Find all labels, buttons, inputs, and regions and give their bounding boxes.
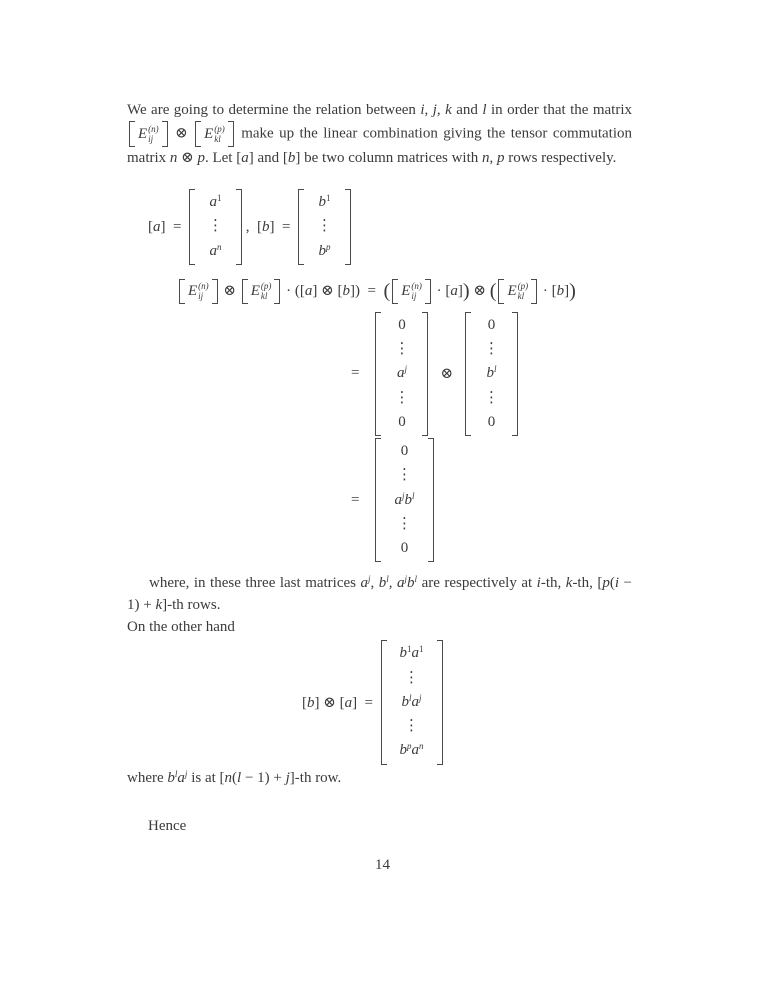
text-run: ] ⊗ [	[314, 695, 345, 712]
text-run: 0	[487, 413, 496, 430]
bracket-right-icon	[345, 189, 351, 265]
matrix-column	[381, 438, 427, 562]
matrix-row	[487, 365, 497, 382]
bracket-right-icon	[531, 279, 537, 304]
paragraph-hence	[127, 815, 632, 837]
page-content	[127, 99, 632, 837]
math-var: l	[482, 102, 487, 118]
text-run: are respectively at	[417, 575, 537, 592]
matrix-row	[209, 194, 221, 211]
math-var: E	[138, 126, 148, 143]
matrix-row	[488, 414, 496, 431]
text-run: ⋮	[396, 515, 412, 532]
math-var: i	[536, 575, 541, 592]
matrix-a-selected	[375, 312, 428, 436]
text-run: 0	[398, 316, 406, 333]
text-run: 0	[400, 443, 409, 460]
bracket-right-icon	[228, 121, 234, 147]
text-run: ⊗	[440, 366, 454, 383]
text-run: where	[127, 769, 168, 786]
equation-final-step	[351, 438, 632, 562]
equation-result-step	[351, 312, 632, 436]
script-stack	[214, 124, 225, 145]
script-stack	[518, 281, 529, 302]
equals-sign	[351, 492, 359, 509]
math-var: a	[396, 365, 405, 382]
superscript: 1	[419, 644, 424, 655]
math-var: b	[401, 693, 410, 710]
bracketed-E-matrix	[179, 279, 218, 304]
text-run: ⋮	[207, 218, 223, 235]
matrix-column	[381, 312, 422, 436]
bracket-right-icon	[425, 279, 431, 304]
text-run: ⋮	[316, 218, 332, 235]
text-run: [	[148, 218, 153, 235]
math-var: E	[507, 283, 517, 300]
math-var: b	[261, 218, 270, 235]
text-run: − 1) +	[241, 769, 286, 786]
text-run: ] ⊗ [	[312, 282, 343, 299]
text-run: · ([	[282, 282, 305, 299]
text-run: ]	[564, 282, 570, 299]
text-run: in order that the matrix	[486, 102, 633, 118]
text-run: -th,	[540, 575, 566, 592]
matrix-a	[189, 189, 242, 265]
text-run: 0	[400, 540, 409, 557]
text-run: ] be two column matrices with	[295, 150, 482, 167]
matrix-row	[484, 341, 499, 358]
text-run: ,	[489, 150, 497, 167]
text-run: ⋮	[484, 389, 500, 406]
text-run: ] =	[352, 695, 381, 712]
superscript: j	[404, 364, 407, 375]
text-run: ]) =	[349, 282, 384, 299]
superscript: (n)	[411, 281, 422, 292]
text-run: =	[351, 365, 360, 382]
superscript: j	[401, 490, 405, 501]
superscript: l	[494, 364, 497, 375]
math-var: b	[167, 769, 175, 786]
math-var: a	[153, 218, 161, 235]
matrix-symbol	[398, 279, 425, 304]
text-run: =	[351, 491, 360, 508]
math-var: k	[565, 575, 573, 592]
math-var: E	[204, 126, 214, 143]
matrix-row	[401, 443, 409, 460]
matrix-row	[400, 742, 424, 759]
math-var: b	[318, 194, 326, 211]
text-run: ,	[370, 575, 379, 592]
script-stack	[148, 124, 159, 145]
superscript: 1	[407, 644, 412, 655]
math-var: a	[411, 742, 420, 759]
superscript: l	[386, 574, 389, 585]
equation-lhs	[302, 693, 381, 712]
subscript: kl	[517, 291, 525, 302]
matrix-row	[401, 540, 409, 557]
matrix-row	[318, 243, 330, 260]
matrix-column	[304, 189, 345, 265]
script-stack	[261, 281, 272, 302]
tensor-product-symbol	[440, 364, 453, 383]
math-var: a	[411, 693, 420, 710]
matrix-row	[317, 218, 332, 235]
page-number: 14	[375, 857, 390, 873]
text-run: (	[232, 769, 238, 786]
matrix-b	[298, 189, 351, 265]
text-run: ⋮	[484, 341, 500, 358]
math-var: b	[399, 742, 408, 759]
math-var: E	[250, 283, 260, 300]
math-var: b	[486, 365, 495, 382]
big-paren: )	[462, 279, 470, 302]
matrix-b-selected	[465, 312, 518, 436]
text-run: ] =	[269, 218, 298, 235]
matrix-symbol	[185, 279, 212, 304]
text-run: -th, [	[572, 575, 603, 592]
math-var: b	[342, 282, 350, 299]
text-run: ⋮	[404, 718, 420, 735]
matrix-column	[387, 640, 437, 764]
subscript: kl	[260, 291, 268, 302]
text-run: ⊗	[169, 125, 194, 142]
text-run: , [	[241, 218, 262, 235]
matrix-row	[209, 243, 221, 260]
matrix-row	[208, 218, 223, 235]
math-var: j	[285, 769, 290, 786]
matrix-symbol	[201, 121, 228, 147]
text-run: where, in these three last matrices	[149, 575, 361, 592]
subscript: kl	[214, 134, 221, 145]
math-var: b	[404, 491, 412, 508]
text-run: ⋮	[394, 389, 410, 406]
matrix-row	[400, 645, 424, 662]
math-var: a	[304, 282, 313, 299]
superscript: (p)	[214, 123, 225, 134]
matrix-ba	[381, 640, 443, 764]
bracket-right-icon	[428, 438, 434, 562]
matrix-symbol	[135, 121, 162, 147]
bracketed-E-matrix	[498, 279, 537, 304]
matrix-symbol	[504, 279, 531, 304]
text-run: · [	[539, 282, 557, 299]
matrix-row	[397, 467, 412, 484]
text-run: ]	[457, 282, 463, 299]
math-var: j	[432, 102, 437, 118]
text-run: − 1) +	[127, 575, 632, 614]
math-var: a	[241, 150, 249, 167]
text-run: (	[609, 575, 615, 592]
superscript: l	[411, 490, 415, 501]
text-run: ,	[436, 102, 446, 118]
text-run: Hence	[148, 817, 187, 834]
bracketed-E-matrix	[129, 121, 168, 147]
math-var: p	[497, 150, 505, 167]
text-run: ,	[424, 102, 433, 118]
paragraph-on-other-hand	[127, 616, 632, 638]
text-run: We are going to determine the relation between	[127, 102, 421, 118]
superscript: p	[407, 741, 412, 752]
superscript: (p)	[260, 281, 272, 292]
math-var: p	[197, 150, 205, 167]
text-run: 0	[398, 413, 406, 430]
big-paren: )	[569, 279, 576, 302]
bracket-right-icon	[422, 312, 428, 436]
superscript: n	[419, 741, 424, 752]
equation-column-matrices	[148, 189, 632, 265]
text-run: . Let [	[204, 150, 242, 167]
superscript: j	[404, 574, 408, 585]
math-var: k	[445, 102, 452, 118]
math-var: E	[401, 283, 411, 300]
bracket-right-icon	[437, 640, 443, 764]
text-run: and	[451, 102, 483, 118]
text-run: ⊗	[469, 282, 490, 299]
script-stack	[198, 281, 209, 302]
matrix-row	[394, 492, 414, 509]
matrix-symbol	[248, 279, 275, 304]
superscript: j	[368, 574, 371, 585]
math-var: a	[394, 491, 402, 508]
superscript: j	[184, 768, 188, 779]
superscript: n	[216, 241, 222, 252]
text-run: is at [	[187, 769, 225, 786]
superscript: l	[414, 574, 418, 585]
text-run: ⊗	[177, 150, 198, 167]
text-run: On the other hand	[127, 619, 235, 636]
math-var: a	[209, 242, 217, 259]
text-run: 0	[487, 316, 496, 333]
superscript: (p)	[517, 281, 529, 292]
math-var: a	[344, 695, 353, 712]
subscript: ij	[411, 291, 417, 302]
equation-body	[177, 279, 576, 304]
matrix-row	[484, 390, 499, 407]
math-var: a	[177, 769, 185, 786]
script-stack	[411, 281, 422, 302]
matrix-row	[394, 341, 409, 358]
text-run: ]-th row.	[289, 769, 342, 786]
math-var: a	[450, 282, 458, 299]
equation-tensor-product	[177, 279, 632, 304]
matrix-row	[394, 390, 409, 407]
math-var: b	[556, 282, 565, 299]
bracketed-E-matrix	[392, 279, 431, 304]
superscript: p	[325, 241, 331, 252]
paragraph-where-row	[127, 767, 632, 789]
text-run: make up the linear combination giving the tensor commutation matrix	[127, 125, 632, 167]
math-var: a	[411, 645, 420, 662]
matrix-row	[404, 670, 419, 687]
text-run: ⊗	[219, 282, 240, 299]
superscript: l	[174, 768, 178, 779]
math-var: b	[318, 242, 326, 259]
big-paren: (	[489, 279, 497, 302]
math-var: a	[397, 575, 405, 592]
text-run: ⋮	[394, 341, 410, 358]
equation-b-tensor-a	[302, 640, 632, 764]
matrix-row	[404, 718, 419, 735]
math-var: b	[287, 150, 296, 167]
math-var: a	[360, 575, 368, 592]
bracket-right-icon	[212, 279, 218, 304]
matrix-row	[398, 317, 406, 334]
math-var: k	[155, 597, 163, 614]
math-var: b	[307, 695, 315, 712]
text-run: ] =	[160, 218, 189, 235]
superscript: l	[409, 692, 412, 703]
matrix-row	[397, 516, 412, 533]
subscript: ij	[148, 134, 154, 145]
superscript: 1	[216, 193, 222, 204]
math-var: p	[602, 575, 610, 592]
matrix-row	[488, 317, 496, 334]
subscript: ij	[198, 291, 204, 302]
math-var: i	[420, 102, 425, 118]
text-run: rows respectively.	[504, 150, 617, 167]
equation-lhs	[148, 219, 189, 236]
bracket-right-icon	[274, 279, 280, 304]
math-var: a	[209, 194, 217, 211]
math-var: b	[399, 645, 408, 662]
bracket-right-icon	[162, 121, 168, 147]
superscript: 1	[325, 193, 331, 204]
matrix-product	[375, 438, 433, 562]
text-run: ⋮	[404, 669, 420, 686]
math-var: E	[188, 283, 198, 300]
bracket-right-icon	[512, 312, 518, 436]
bracketed-E-matrix	[242, 279, 281, 304]
matrix-column	[195, 189, 236, 265]
superscript: j	[419, 692, 422, 703]
math-var: n	[169, 150, 178, 167]
big-paren: (	[383, 279, 391, 302]
math-var: l	[237, 769, 242, 786]
math-var: i	[614, 575, 620, 592]
paragraph-where-rows	[127, 572, 632, 616]
text-run: ]-th rows.	[162, 597, 221, 614]
math-var: n	[482, 150, 490, 167]
math-var: b	[407, 575, 415, 592]
superscript: (n)	[148, 123, 159, 134]
matrix-column	[471, 312, 512, 436]
text-run: [	[302, 695, 307, 712]
matrix-row	[398, 414, 406, 431]
text-run: ] and [	[248, 150, 288, 167]
paragraph-intro	[127, 99, 632, 169]
matrix-row	[397, 365, 407, 382]
matrix-row	[318, 194, 330, 211]
text-run: · [	[432, 282, 451, 299]
equation-mid	[242, 219, 298, 236]
math-var: b	[378, 575, 387, 592]
bracketed-E-matrix	[195, 121, 234, 147]
equals-sign	[351, 365, 359, 382]
superscript: (n)	[198, 281, 209, 292]
math-var: n	[224, 769, 233, 786]
text-run: ⋮	[396, 467, 412, 484]
matrix-row	[402, 694, 422, 711]
text-run: ,	[388, 575, 398, 592]
